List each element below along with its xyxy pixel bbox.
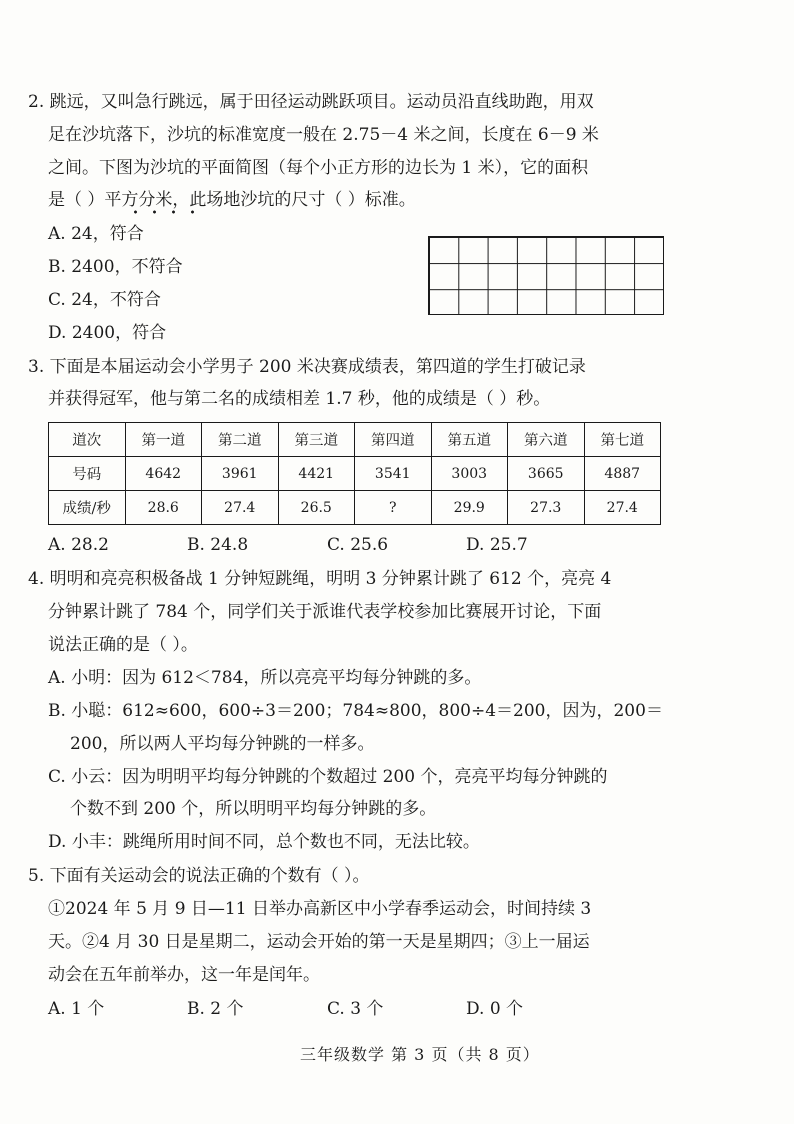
q2-line-3: 之间。下图为沙坑的平面简图（每个小正方形的边长为 1 米），它的面积 — [48, 158, 589, 178]
q2-option-c: C. 24，不符合 — [48, 290, 161, 310]
q5-option-d: D. 0 个 — [466, 999, 524, 1019]
table-header-cell: 第六道 — [508, 423, 585, 457]
q4-option-b-line-2: 200，所以两人平均每分钟跳的一样多。 — [70, 734, 375, 754]
table-cell: ? — [355, 491, 432, 525]
table-header-cell: 道次 — [49, 423, 126, 457]
table-header-cell: 第一道 — [125, 423, 202, 457]
sandpit-grid-diagram — [428, 236, 664, 315]
table-cell: 29.9 — [431, 491, 508, 525]
table-cell: 3665 — [508, 457, 585, 491]
table-cell: 27.4 — [202, 491, 279, 525]
q4-option-c-line-2: 个数不到 200 个，所以明明平均每分钟跳的多。 — [70, 799, 437, 819]
q5-line-2: ①2024 年 5 月 9 日—11 日举办高新区中小学春季运动会，时间持续 3 — [48, 899, 592, 919]
page-footer: 三年级数学 第 3 页（共 8 页） — [300, 1045, 540, 1064]
table-cell: 27.3 — [508, 491, 585, 525]
q5-option-c: C. 3 个 — [327, 999, 384, 1019]
q4-line-3: 说法正确的是（ ）。 — [48, 635, 198, 655]
table-header-cell: 第五道 — [431, 423, 508, 457]
table-header-row — [49, 423, 661, 457]
table-cell: 4887 — [584, 457, 661, 491]
table-header-cell: 第四道 — [355, 423, 432, 457]
q5-line-4: 动会在五年前举办，这一年是闰年。 — [48, 965, 320, 985]
q2-option-d: D. 2400，符合 — [48, 323, 167, 343]
table-cell: 3003 — [431, 457, 508, 491]
q5-option-a: A. 1 个 — [48, 999, 105, 1019]
table-cell: 26.5 — [278, 491, 355, 525]
q2-option-b: B. 2400，不符合 — [48, 257, 183, 277]
q3-option-a: A. 28.2 — [48, 535, 109, 555]
q5-option-b: B. 2 个 — [187, 999, 244, 1019]
q3-line-1: 3. 下面是本届运动会小学男子 200 米决赛成绩表，第四道的学生打破记录 — [28, 357, 586, 377]
table-cell: 3961 — [202, 457, 279, 491]
table-cell: 4642 — [125, 457, 202, 491]
table-cell: 28.6 — [125, 491, 202, 525]
q3-option-b: B. 24.8 — [187, 535, 249, 555]
table-header-cell: 第三道 — [278, 423, 355, 457]
q4-option-d: D. 小丰：跳绳所用时间不同，总个数也不同，无法比较。 — [48, 832, 480, 852]
q4-option-c-line-1: C. 小云：因为明明平均每分钟跳的个数超过 200 个，亮亮平均每分钟跳的 — [48, 767, 608, 787]
table-header-cell: 第七道 — [584, 423, 661, 457]
table-header-cell: 第二道 — [202, 423, 279, 457]
q4-option-b-line-1: B. 小聪：612≈600，600÷3＝200；784≈800，800÷4＝200，因为，200＝ — [48, 701, 663, 721]
q4-line-2: 分钟累计跳了 784 个，同学们关于派谁代表学校参加比赛展开讨论，下面 — [48, 602, 602, 622]
q2-option-a: A. 24，符合 — [48, 224, 144, 244]
table-row — [49, 457, 661, 491]
table-cell: 号码 — [49, 457, 126, 491]
table-cell: 成绩/秒 — [49, 491, 126, 525]
emphasis-dots — [126, 210, 202, 214]
table-row — [49, 491, 661, 525]
table-cell: 3541 — [355, 457, 432, 491]
q4-line-1: 4. 明明和亮亮积极备战 1 分钟短跳绳，明明 3 分钟累计跳了 612 个，亮亮 4 — [28, 569, 612, 589]
q4-option-a: A. 小明：因为 612＜784，所以亮亮平均每分钟跳的多。 — [48, 668, 482, 688]
q3-line-2: 并获得冠军，他与第二名的成绩相差 1.7 秒，他的成绩是（ ）秒。 — [48, 389, 551, 409]
q5-line-3: 天。②4 月 30 日是星期二，运动会开始的第一天是星期四；③上一届运 — [48, 932, 590, 952]
q2-line-4: 是（ ）平方分米，此场地沙坑的尺寸（ ）标准。 — [48, 190, 416, 210]
race-results-table — [48, 422, 661, 525]
table-cell: 4421 — [278, 457, 355, 491]
q2-line-1: 2. 跳远，又叫急行跳远，属于田径运动跳跃项目。运动员沿直线助跑，用双 — [28, 92, 594, 112]
q3-option-c: C. 25.6 — [327, 535, 389, 555]
q3-option-d: D. 25.7 — [466, 535, 528, 555]
table-cell: 27.4 — [584, 491, 661, 525]
q5-line-1: 5. 下面有关运动会的说法正确的个数有（ ）。 — [28, 866, 370, 886]
q2-line-2: 足在沙坑落下，沙坑的标准宽度一般在 2.75－4 米之间，长度在 6－9 米 — [48, 125, 599, 145]
